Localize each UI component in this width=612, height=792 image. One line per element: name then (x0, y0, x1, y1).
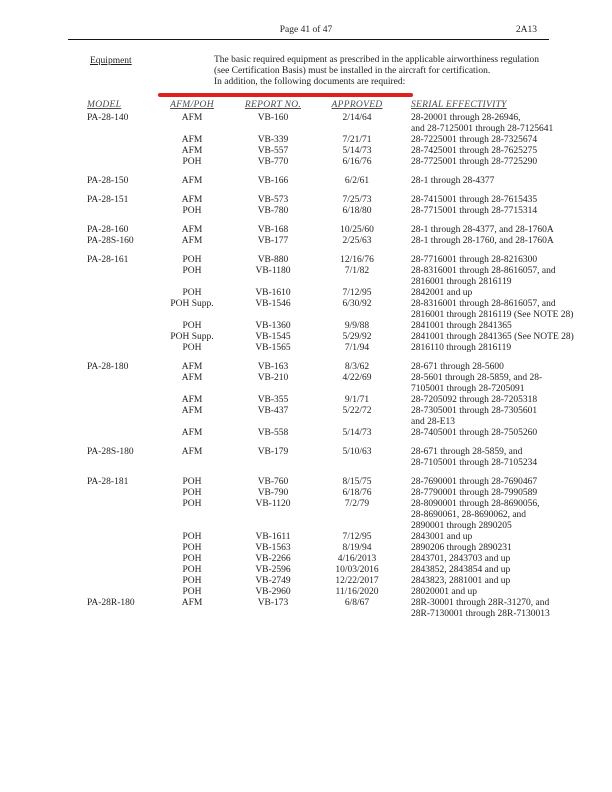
table-row (68, 587, 549, 598)
serial-cell: 28-1 through 28-4377, and 28-1760A (411, 224, 554, 235)
approved-cell (304, 124, 410, 135)
approved-cell: 5/22/72 (342, 405, 372, 416)
doc-cell: POH (182, 265, 202, 276)
model-cell (68, 417, 142, 428)
serial-cell: 28-7105001 through 28-7105234 (411, 457, 538, 468)
approved-cell: 7/25/73 (342, 194, 372, 205)
doc-cell: AFM (181, 394, 203, 405)
model-group (68, 176, 549, 187)
table-header-row (68, 100, 549, 111)
model-cell (68, 157, 142, 168)
report-cell (242, 384, 304, 395)
serial-cell: 2842001 and up (411, 287, 473, 298)
approved-cell: 12/22/2017 (335, 575, 379, 586)
table-row (68, 499, 549, 510)
approved-cell (304, 458, 410, 469)
approved-cell: 7/12/95 (342, 287, 372, 298)
table-row (68, 554, 549, 565)
serial-cell: 28-8090001 through 28-8690056, (411, 498, 540, 509)
approved-cell (304, 521, 410, 532)
report-cell: VB-1180 (255, 265, 291, 276)
table-row (68, 458, 549, 469)
model-group (68, 477, 549, 620)
serial-cell: 2816001 through 2816119 (411, 276, 512, 287)
report-cell: VB-355 (257, 394, 289, 405)
doc-cell (142, 124, 242, 135)
report-cell (242, 458, 304, 469)
doc-cell: AFM (181, 361, 203, 372)
report-cell: VB-166 (257, 175, 289, 186)
approved-cell (304, 510, 410, 521)
model-cell (68, 146, 142, 157)
report-cell (242, 310, 304, 321)
table-row (68, 428, 549, 439)
approved-cell: 10/03/2016 (335, 564, 379, 575)
table-row (68, 384, 549, 395)
doc-cell: POH (182, 156, 202, 167)
paragraph-line-1: The basic required equipment as prescribed in the applicable airworthiness regulation (214, 55, 539, 65)
model-cell (68, 576, 142, 587)
table-row (68, 123, 554, 135)
table-row (68, 373, 549, 384)
report-cell: VB-1565 (255, 342, 291, 353)
model-cell (68, 406, 142, 417)
model-cell (68, 587, 142, 598)
report-cell: VB-780 (257, 205, 289, 216)
report-cell: VB-770 (257, 156, 289, 167)
report-cell: VB-880 (257, 254, 289, 265)
model-cell (68, 266, 142, 277)
doc-cell: POH (182, 320, 202, 331)
model-cell (68, 206, 142, 217)
paragraph-line-3: In addition, the following documents are required: (214, 77, 406, 87)
serial-cell: 28-7725001 through 28-7725290 (411, 156, 538, 167)
model-cell (68, 277, 142, 288)
model-group (68, 224, 554, 247)
table-row (68, 417, 549, 428)
table-row (68, 395, 549, 406)
table-row (68, 576, 549, 587)
table-row (68, 447, 549, 458)
doc-cell: POH (182, 254, 202, 265)
doc-cell: POH (182, 564, 202, 575)
serial-cell: 2841001 through 2841365 (See NOTE 28) (411, 331, 574, 342)
table-row (68, 488, 549, 499)
table-row (68, 157, 549, 168)
approved-cell: 8/19/94 (342, 542, 372, 553)
doc-cell: POH (182, 342, 202, 353)
serial-cell: 28-7790001 through 28-7990589 (411, 487, 538, 498)
doc-cell: POH (182, 498, 202, 509)
column-header-afm-poh: AFM/POH (170, 100, 214, 110)
model-cell: PA-28S-180 (87, 446, 134, 457)
serial-cell: 28-7225001 through 28-7325674 (411, 134, 538, 145)
doc-cell: AFM (181, 597, 203, 608)
model-cell: PA-28-180 (87, 361, 129, 372)
report-cell: VB-1610 (255, 287, 291, 298)
serial-cell: 2890206 through 2890231 (411, 542, 512, 553)
doc-cell: POH Supp. (170, 298, 214, 309)
model-cell (68, 384, 142, 395)
model-group (68, 112, 554, 168)
approved-cell (304, 609, 410, 620)
doc-cell: POH (182, 487, 202, 498)
serial-cell: 28-7205092 through 28-7205318 (411, 394, 538, 405)
doc-cell: POH (182, 531, 202, 542)
approved-cell: 7/12/95 (342, 531, 372, 542)
column-header-serial-effectivity: SERIAL EFFECTIVITY (411, 100, 507, 110)
model-group (68, 254, 574, 354)
table-row (68, 609, 549, 620)
model-cell (68, 565, 142, 576)
table-row (68, 176, 549, 187)
serial-cell: 28-7715001 through 28-7715314 (411, 205, 538, 216)
model-cell (68, 135, 142, 146)
serial-cell: 28-7690001 through 28-7690467 (411, 476, 538, 487)
doc-cell (142, 310, 242, 321)
report-cell: VB-2266 (255, 553, 291, 564)
approved-cell: 7/21/71 (342, 134, 372, 145)
column-header-model: MODEL (87, 100, 122, 110)
approved-cell: 6/18/76 (342, 487, 372, 498)
serial-cell: 28-7305001 through 28-7305601 (411, 405, 538, 416)
serial-cell: and 28-E13 (411, 416, 456, 427)
report-cell (242, 609, 304, 620)
report-cell (242, 417, 304, 428)
approved-cell: 5/14/73 (342, 145, 372, 156)
serial-cell: 28-5601 through 28-5859, and 28- (411, 372, 543, 383)
column-header-approved: APPROVED (331, 100, 383, 110)
report-cell: VB-168 (257, 224, 289, 235)
equipment-heading: Equipment (90, 56, 132, 66)
report-cell: VB-557 (257, 145, 289, 156)
approved-cell (304, 277, 410, 288)
model-cell (68, 488, 142, 499)
doc-cell: POH (182, 586, 202, 597)
report-cell: VB-1611 (255, 531, 291, 542)
model-cell (68, 288, 142, 299)
doc-cell: POH (182, 575, 202, 586)
model-cell: PA-28R-180 (87, 597, 135, 608)
doc-cell: AFM (181, 405, 203, 416)
table-row (68, 235, 554, 247)
table-row (68, 224, 554, 236)
report-cell: VB-1360 (255, 320, 291, 331)
serial-cell: 28R-30001 through 28R-31270, and (411, 597, 550, 608)
approved-cell: 6/16/76 (342, 156, 372, 167)
report-cell: VB-1563 (255, 542, 291, 553)
doc-cell: AFM (181, 175, 203, 186)
report-cell: VB-339 (257, 134, 289, 145)
table-row (68, 510, 549, 521)
doc-code: 2A13 (515, 25, 537, 35)
approved-cell: 6/18/80 (342, 205, 372, 216)
paragraph-line-2: (see Certification Basis) must be installed in the aircraft for certification. (214, 66, 491, 76)
approved-cell: 7/1/94 (344, 342, 370, 353)
report-cell: VB-1120 (255, 498, 291, 509)
doc-cell: AFM (181, 427, 203, 438)
report-cell (242, 521, 304, 532)
serial-cell: 2841001 through 2841365 (411, 320, 512, 331)
approved-cell: 12/16/76 (340, 254, 374, 265)
report-cell (242, 277, 304, 288)
approved-cell: 4/22/69 (342, 372, 372, 383)
serial-cell: 2843001 and up (411, 531, 473, 542)
table-row (68, 598, 549, 609)
model-cell: PA-28-140 (87, 112, 129, 123)
equipment-table (68, 100, 574, 628)
approved-cell: 5/29/92 (342, 331, 372, 342)
table-row (68, 362, 549, 373)
approved-cell: 7/1/82 (344, 265, 370, 276)
serial-cell: 28-7405001 through 28-7505260 (411, 427, 538, 438)
approved-cell: 10/25/60 (340, 224, 374, 235)
approved-cell: 11/16/2020 (335, 586, 379, 597)
model-cell: PA-28-161 (87, 254, 129, 265)
report-cell: VB-177 (257, 235, 289, 246)
doc-cell: POH Supp. (170, 331, 214, 342)
approved-cell: 7/2/79 (344, 498, 370, 509)
model-group (68, 447, 549, 469)
doc-cell: POH (182, 542, 202, 553)
doc-cell: POH (182, 205, 202, 216)
table-row (68, 265, 556, 277)
approved-cell: 6/30/92 (342, 298, 372, 309)
table-row (68, 288, 549, 299)
model-cell (68, 609, 142, 620)
doc-cell (142, 417, 242, 428)
model-cell (68, 499, 142, 510)
report-cell: VB-1546 (255, 298, 291, 309)
model-cell (68, 510, 142, 521)
model-cell (68, 521, 142, 532)
table-row (68, 255, 549, 266)
table-row (68, 543, 549, 554)
table-row (68, 298, 556, 310)
report-cell: VB-760 (257, 476, 289, 487)
serial-cell: 28-7415001 through 28-7615435 (411, 194, 538, 205)
model-cell (68, 124, 142, 135)
table-row (68, 406, 549, 417)
model-cell (68, 458, 142, 469)
doc-cell: AFM (181, 194, 203, 205)
model-cell (68, 332, 142, 343)
serial-cell: and 28-7125001 through 28-7125641 (411, 123, 554, 134)
approved-cell: 9/9/88 (344, 320, 370, 331)
approved-cell: 6/8/67 (344, 597, 370, 608)
serial-cell: 28-8690061, 28-8690062, and (411, 509, 527, 520)
serial-cell: 28-671 through 28-5859, and (411, 446, 523, 457)
approved-cell (304, 310, 410, 321)
model-cell (68, 543, 142, 554)
doc-cell (142, 384, 242, 395)
page-number: Page 41 of 47 (279, 25, 333, 35)
model-cell (68, 373, 142, 384)
report-cell: VB-437 (257, 405, 289, 416)
table-row (68, 331, 574, 343)
model-cell (68, 299, 142, 310)
table-row (68, 343, 549, 354)
report-cell: VB-558 (257, 427, 289, 438)
table-row (68, 477, 549, 488)
table-row (68, 206, 549, 217)
table-row (68, 113, 549, 124)
serial-cell: 28020001 and up (411, 586, 477, 597)
doc-cell: POH (182, 287, 202, 298)
report-cell: VB-179 (257, 446, 289, 457)
model-group (68, 195, 549, 217)
table-row (68, 277, 549, 288)
serial-cell: 28R-7130001 through 28R-7130013 (411, 608, 550, 619)
serial-cell: 2843852, 2843854 and up (411, 564, 511, 575)
serial-cell: 28-8316001 through 28-8616057, and (411, 265, 556, 276)
report-cell (242, 510, 304, 521)
serial-cell: 2843701, 2843703 and up (411, 553, 511, 564)
doc-cell: POH (182, 553, 202, 564)
serial-cell: 28-1 through 28-4377 (411, 175, 495, 186)
table-row (68, 146, 549, 157)
approved-cell (304, 417, 410, 428)
model-cell: PA-28-151 (87, 194, 129, 205)
model-cell: PA-28-160 (87, 224, 129, 235)
model-cell (68, 532, 142, 543)
table-row (68, 532, 549, 543)
model-cell (68, 343, 142, 354)
model-cell (68, 395, 142, 406)
doc-cell (142, 609, 242, 620)
approved-cell: 8/3/62 (344, 361, 370, 372)
equipment-paragraph (214, 55, 559, 88)
approved-cell: 6/2/61 (344, 175, 370, 186)
doc-cell: AFM (181, 145, 203, 156)
serial-cell: 28-1 through 28-1760, and 28-1760A (411, 235, 554, 246)
approved-cell: 5/10/63 (342, 446, 372, 457)
red-marker-underline (158, 93, 413, 97)
model-cell (68, 554, 142, 565)
approved-cell: 2/25/63 (342, 235, 372, 246)
serial-cell: 28-8316001 through 28-8616057, and (411, 298, 556, 309)
doc-cell (142, 458, 242, 469)
model-cell: PA-28-150 (87, 175, 129, 186)
model-cell (68, 321, 142, 332)
doc-cell: POH (182, 476, 202, 487)
approved-cell: 9/1/71 (344, 394, 370, 405)
table-row (68, 309, 574, 321)
doc-cell: AFM (181, 134, 203, 145)
serial-cell: 28-7425001 through 28-7625275 (411, 145, 538, 156)
report-cell: VB-1545 (255, 331, 291, 342)
approved-cell: 8/15/75 (342, 476, 372, 487)
approved-cell: 5/14/73 (342, 427, 372, 438)
serial-cell: 2890001 through 2890205 (411, 520, 512, 531)
report-cell: VB-790 (257, 487, 289, 498)
doc-cell: AFM (181, 112, 203, 123)
approved-cell (304, 384, 410, 395)
approved-cell: 4/16/2013 (337, 553, 377, 564)
report-cell: VB-210 (257, 372, 289, 383)
report-cell: VB-573 (257, 194, 289, 205)
model-cell: PA-28-181 (87, 476, 129, 487)
serial-cell: 2816001 through 2816119 (See NOTE 28) (411, 309, 574, 320)
report-cell: VB-163 (257, 361, 289, 372)
serial-cell: 2843823, 2881001 and up (411, 575, 511, 586)
model-cell (68, 428, 142, 439)
table-row (68, 135, 549, 146)
model-group (68, 362, 549, 439)
serial-cell: 28-7716001 through 28-8216300 (411, 254, 538, 265)
model-cell (68, 310, 142, 321)
table-row (68, 521, 549, 532)
header-rule (68, 39, 549, 40)
serial-cell: 7105001 through 28-7205091 (411, 383, 525, 394)
doc-cell: AFM (181, 372, 203, 383)
report-cell: VB-2596 (255, 564, 291, 575)
report-cell: VB-2749 (255, 575, 291, 586)
report-cell: VB-160 (257, 112, 289, 123)
doc-cell: AFM (181, 224, 203, 235)
column-header-report-no: REPORT NO. (244, 100, 302, 110)
table-body (68, 112, 574, 620)
table-row (68, 195, 549, 206)
doc-cell: AFM (181, 235, 203, 246)
report-cell: VB-2960 (255, 586, 291, 597)
doc-cell (142, 510, 242, 521)
doc-cell (142, 521, 242, 532)
serial-cell: 28-20001 through 28-26946, (411, 112, 521, 123)
approved-cell: 2/14/64 (342, 112, 372, 123)
report-cell: VB-173 (257, 597, 289, 608)
serial-cell: 2816110 through 2816119 (411, 342, 512, 353)
model-cell: PA-28S-160 (87, 235, 134, 246)
serial-cell: 28-671 through 28-5600 (411, 361, 504, 372)
table-row (68, 565, 549, 576)
report-cell (242, 124, 304, 135)
doc-cell (142, 277, 242, 288)
table-row (68, 321, 549, 332)
doc-cell: AFM (181, 446, 203, 457)
